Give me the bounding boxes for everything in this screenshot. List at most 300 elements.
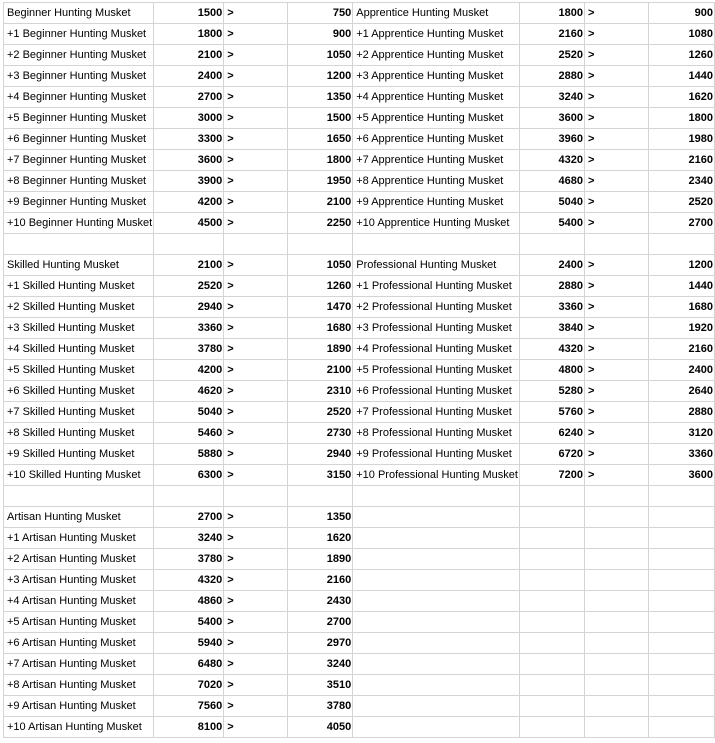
left-arrow-cell[interactable]: > [224, 696, 288, 717]
left-cost-cell[interactable]: 1500 [154, 3, 224, 24]
right-cost-cell[interactable]: 1800 [519, 3, 584, 24]
empty-cell[interactable] [584, 234, 648, 255]
empty-cell[interactable] [4, 234, 154, 255]
right-arrow-cell[interactable]: > [584, 297, 648, 318]
left-arrow-cell[interactable]: > [224, 612, 288, 633]
right-item-name-cell[interactable] [353, 528, 520, 549]
right-item-name-cell[interactable] [353, 654, 520, 675]
left-arrow-cell[interactable]: > [224, 570, 288, 591]
left-arrow-cell[interactable]: > [224, 213, 288, 234]
right-value-cell[interactable]: 2340 [648, 171, 714, 192]
left-arrow-cell[interactable]: > [224, 528, 288, 549]
left-arrow-cell[interactable]: > [224, 171, 288, 192]
left-arrow-cell[interactable]: > [224, 192, 288, 213]
right-item-name-cell[interactable] [353, 612, 520, 633]
left-item-name-cell[interactable]: +5 Skilled Hunting Musket [4, 360, 154, 381]
right-value-cell[interactable] [648, 633, 714, 654]
left-value-cell[interactable]: 1050 [288, 45, 353, 66]
right-arrow-cell[interactable]: > [584, 24, 648, 45]
left-item-name-cell[interactable]: +4 Artisan Hunting Musket [4, 591, 154, 612]
right-value-cell[interactable] [648, 507, 714, 528]
left-cost-cell[interactable]: 3300 [154, 129, 224, 150]
left-value-cell[interactable]: 1800 [288, 150, 353, 171]
right-arrow-cell[interactable]: > [584, 255, 648, 276]
table-row [4, 381, 715, 402]
left-value-cell[interactable]: 750 [288, 3, 353, 24]
right-value-cell[interactable]: 3600 [648, 465, 714, 486]
empty-cell[interactable] [353, 486, 520, 507]
empty-cell[interactable] [648, 234, 714, 255]
left-value-cell[interactable]: 2970 [288, 633, 353, 654]
empty-cell[interactable] [648, 486, 714, 507]
left-arrow-cell[interactable]: > [224, 129, 288, 150]
left-value-cell[interactable]: 4050 [288, 717, 353, 738]
left-cost-cell[interactable]: 3780 [154, 339, 224, 360]
left-value-cell[interactable]: 2940 [288, 444, 353, 465]
right-cost-cell[interactable]: 3240 [519, 87, 584, 108]
left-cost-cell[interactable]: 7020 [154, 675, 224, 696]
left-item-name-cell[interactable]: +3 Beginner Hunting Musket [4, 66, 154, 87]
left-item-name-cell[interactable]: +10 Skilled Hunting Musket [4, 465, 154, 486]
left-item-name-cell[interactable]: +1 Beginner Hunting Musket [4, 24, 154, 45]
left-arrow-cell[interactable]: > [224, 360, 288, 381]
left-arrow-cell[interactable]: > [224, 549, 288, 570]
left-cost-cell[interactable]: 4200 [154, 360, 224, 381]
right-item-name-cell[interactable]: +3 Professional Hunting Musket [353, 318, 520, 339]
right-item-name-cell[interactable] [353, 633, 520, 654]
left-cost-cell[interactable]: 5400 [154, 612, 224, 633]
left-item-name-cell[interactable]: +9 Beginner Hunting Musket [4, 192, 154, 213]
right-item-name-cell[interactable]: +6 Apprentice Hunting Musket [353, 129, 520, 150]
empty-cell[interactable] [154, 234, 224, 255]
right-cost-cell[interactable]: 3600 [519, 108, 584, 129]
right-cost-cell[interactable] [519, 549, 584, 570]
left-arrow-cell[interactable]: > [224, 318, 288, 339]
left-cost-cell[interactable]: 8100 [154, 717, 224, 738]
right-value-cell[interactable]: 1620 [648, 87, 714, 108]
empty-cell[interactable] [288, 486, 353, 507]
right-item-name-cell[interactable] [353, 591, 520, 612]
right-value-cell[interactable] [648, 612, 714, 633]
left-cost-cell[interactable]: 3000 [154, 108, 224, 129]
left-arrow-cell[interactable]: > [224, 675, 288, 696]
left-arrow-cell[interactable]: > [224, 339, 288, 360]
table-row [4, 171, 715, 192]
left-item-name-cell[interactable]: +2 Skilled Hunting Musket [4, 297, 154, 318]
right-cost-cell[interactable]: 2880 [519, 276, 584, 297]
right-arrow-cell[interactable]: > [584, 213, 648, 234]
right-arrow-cell[interactable]: > [584, 339, 648, 360]
left-item-name-cell[interactable]: +5 Artisan Hunting Musket [4, 612, 154, 633]
right-cost-cell[interactable]: 4800 [519, 360, 584, 381]
left-value-cell[interactable]: 2700 [288, 612, 353, 633]
left-value-cell[interactable]: 1350 [288, 87, 353, 108]
right-item-name-cell[interactable]: +2 Professional Hunting Musket [353, 297, 520, 318]
left-value-cell[interactable]: 1470 [288, 297, 353, 318]
right-item-name-cell[interactable]: +10 Professional Hunting Musket [353, 465, 520, 486]
right-arrow-cell[interactable] [584, 633, 648, 654]
left-item-name-cell[interactable]: +1 Skilled Hunting Musket [4, 276, 154, 297]
right-arrow-cell[interactable]: > [584, 87, 648, 108]
left-item-name-cell[interactable]: +9 Artisan Hunting Musket [4, 696, 154, 717]
right-cost-cell[interactable] [519, 633, 584, 654]
right-item-name-cell[interactable]: +9 Professional Hunting Musket [353, 444, 520, 465]
right-cost-cell[interactable] [519, 591, 584, 612]
left-arrow-cell[interactable]: > [224, 444, 288, 465]
right-arrow-cell[interactable] [584, 675, 648, 696]
left-item-name-cell[interactable]: +6 Beginner Hunting Musket [4, 129, 154, 150]
right-value-cell[interactable]: 1080 [648, 24, 714, 45]
left-item-name-cell[interactable]: Artisan Hunting Musket [4, 507, 154, 528]
left-item-name-cell[interactable]: +8 Beginner Hunting Musket [4, 171, 154, 192]
right-arrow-cell[interactable]: > [584, 360, 648, 381]
empty-cell[interactable] [224, 234, 288, 255]
left-item-name-cell[interactable]: +4 Beginner Hunting Musket [4, 87, 154, 108]
right-arrow-cell[interactable]: > [584, 276, 648, 297]
right-arrow-cell[interactable]: > [584, 45, 648, 66]
left-value-cell[interactable]: 2430 [288, 591, 353, 612]
right-value-cell[interactable] [648, 528, 714, 549]
left-arrow-cell[interactable]: > [224, 3, 288, 24]
left-cost-cell[interactable]: 5460 [154, 423, 224, 444]
right-value-cell[interactable]: 2160 [648, 339, 714, 360]
left-item-name-cell[interactable]: +2 Beginner Hunting Musket [4, 45, 154, 66]
right-arrow-cell[interactable]: > [584, 465, 648, 486]
right-value-cell[interactable]: 2520 [648, 192, 714, 213]
table-row [4, 87, 715, 108]
left-item-name-cell[interactable]: +9 Skilled Hunting Musket [4, 444, 154, 465]
right-cost-cell[interactable]: 6240 [519, 423, 584, 444]
right-item-name-cell[interactable]: +6 Professional Hunting Musket [353, 381, 520, 402]
left-cost-cell[interactable]: 3900 [154, 171, 224, 192]
right-value-cell[interactable] [648, 654, 714, 675]
right-cost-cell[interactable]: 3840 [519, 318, 584, 339]
left-item-name-cell[interactable]: +4 Skilled Hunting Musket [4, 339, 154, 360]
left-cost-cell[interactable]: 4860 [154, 591, 224, 612]
left-value-cell[interactable]: 2520 [288, 402, 353, 423]
left-value-cell[interactable]: 3510 [288, 675, 353, 696]
left-value-cell[interactable]: 2100 [288, 192, 353, 213]
left-cost-cell[interactable]: 2700 [154, 87, 224, 108]
right-value-cell[interactable] [648, 717, 714, 738]
left-value-cell[interactable]: 1350 [288, 507, 353, 528]
left-value-cell[interactable]: 1500 [288, 108, 353, 129]
left-item-name-cell[interactable]: Beginner Hunting Musket [4, 3, 154, 24]
left-value-cell[interactable]: 3150 [288, 465, 353, 486]
left-cost-cell[interactable]: 3780 [154, 549, 224, 570]
right-cost-cell[interactable] [519, 696, 584, 717]
table-row [4, 24, 715, 45]
table-row [4, 633, 715, 654]
left-value-cell[interactable]: 2100 [288, 360, 353, 381]
right-item-name-cell[interactable]: +1 Apprentice Hunting Musket [353, 24, 520, 45]
right-arrow-cell[interactable] [584, 717, 648, 738]
right-value-cell[interactable]: 1980 [648, 129, 714, 150]
right-arrow-cell[interactable] [584, 549, 648, 570]
right-value-cell[interactable]: 900 [648, 3, 714, 24]
right-value-cell[interactable]: 3120 [648, 423, 714, 444]
right-cost-cell[interactable]: 2400 [519, 255, 584, 276]
left-value-cell[interactable]: 1950 [288, 171, 353, 192]
right-value-cell[interactable] [648, 591, 714, 612]
right-value-cell[interactable]: 2880 [648, 402, 714, 423]
left-value-cell[interactable]: 1260 [288, 276, 353, 297]
right-arrow-cell[interactable]: > [584, 108, 648, 129]
left-arrow-cell[interactable]: > [224, 255, 288, 276]
right-cost-cell[interactable] [519, 654, 584, 675]
right-cost-cell[interactable] [519, 612, 584, 633]
right-item-name-cell[interactable] [353, 717, 520, 738]
left-value-cell[interactable]: 1680 [288, 318, 353, 339]
right-value-cell[interactable]: 1800 [648, 108, 714, 129]
left-item-name-cell[interactable]: +7 Artisan Hunting Musket [4, 654, 154, 675]
empty-cell[interactable] [519, 486, 584, 507]
left-item-name-cell[interactable]: +2 Artisan Hunting Musket [4, 549, 154, 570]
left-cost-cell[interactable]: 2400 [154, 66, 224, 87]
left-arrow-cell[interactable]: > [224, 465, 288, 486]
left-arrow-cell[interactable]: > [224, 66, 288, 87]
left-arrow-cell[interactable]: > [224, 108, 288, 129]
left-item-name-cell[interactable]: +7 Skilled Hunting Musket [4, 402, 154, 423]
right-value-cell[interactable]: 1680 [648, 297, 714, 318]
right-value-cell[interactable]: 1260 [648, 45, 714, 66]
left-item-name-cell[interactable]: +8 Artisan Hunting Musket [4, 675, 154, 696]
right-cost-cell[interactable]: 2160 [519, 24, 584, 45]
right-value-cell[interactable]: 2640 [648, 381, 714, 402]
right-cost-cell[interactable] [519, 528, 584, 549]
right-cost-cell[interactable]: 2520 [519, 45, 584, 66]
right-arrow-cell[interactable] [584, 696, 648, 717]
right-arrow-cell[interactable]: > [584, 423, 648, 444]
right-cost-cell[interactable]: 4320 [519, 339, 584, 360]
table-row [4, 108, 715, 129]
left-arrow-cell[interactable]: > [224, 654, 288, 675]
left-cost-cell[interactable]: 1800 [154, 24, 224, 45]
right-arrow-cell[interactable]: > [584, 3, 648, 24]
left-arrow-cell[interactable]: > [224, 591, 288, 612]
left-cost-cell[interactable]: 4620 [154, 381, 224, 402]
left-cost-cell[interactable]: 2700 [154, 507, 224, 528]
right-arrow-cell[interactable]: > [584, 150, 648, 171]
right-value-cell[interactable]: 1920 [648, 318, 714, 339]
left-value-cell[interactable]: 2250 [288, 213, 353, 234]
sheet-body [4, 3, 715, 738]
left-value-cell[interactable]: 1620 [288, 528, 353, 549]
left-value-cell[interactable]: 1050 [288, 255, 353, 276]
left-cost-cell[interactable]: 5880 [154, 444, 224, 465]
right-item-name-cell[interactable]: +9 Apprentice Hunting Musket [353, 192, 520, 213]
left-arrow-cell[interactable]: > [224, 297, 288, 318]
right-arrow-cell[interactable] [584, 507, 648, 528]
left-arrow-cell[interactable]: > [224, 381, 288, 402]
left-value-cell[interactable]: 1650 [288, 129, 353, 150]
right-item-name-cell[interactable]: +4 Professional Hunting Musket [353, 339, 520, 360]
left-arrow-cell[interactable]: > [224, 507, 288, 528]
left-cost-cell[interactable]: 3360 [154, 318, 224, 339]
right-value-cell[interactable] [648, 570, 714, 591]
left-item-name-cell[interactable]: +3 Skilled Hunting Musket [4, 318, 154, 339]
right-item-name-cell[interactable]: +4 Apprentice Hunting Musket [353, 87, 520, 108]
empty-cell[interactable] [519, 234, 584, 255]
right-item-name-cell[interactable]: +8 Professional Hunting Musket [353, 423, 520, 444]
right-cost-cell[interactable]: 6720 [519, 444, 584, 465]
right-arrow-cell[interactable]: > [584, 444, 648, 465]
left-cost-cell[interactable]: 3600 [154, 150, 224, 171]
left-item-name-cell[interactable]: +7 Beginner Hunting Musket [4, 150, 154, 171]
left-value-cell[interactable]: 3780 [288, 696, 353, 717]
right-item-name-cell[interactable]: Professional Hunting Musket [353, 255, 520, 276]
table-row [4, 360, 715, 381]
left-item-name-cell[interactable]: +1 Artisan Hunting Musket [4, 528, 154, 549]
left-item-name-cell[interactable]: +6 Skilled Hunting Musket [4, 381, 154, 402]
left-item-name-cell[interactable]: +5 Beginner Hunting Musket [4, 108, 154, 129]
right-value-cell[interactable]: 1440 [648, 276, 714, 297]
left-cost-cell[interactable]: 4200 [154, 192, 224, 213]
right-arrow-cell[interactable]: > [584, 66, 648, 87]
right-value-cell[interactable] [648, 675, 714, 696]
table-row [4, 45, 715, 66]
right-item-name-cell[interactable]: +8 Apprentice Hunting Musket [353, 171, 520, 192]
left-cost-cell[interactable]: 6480 [154, 654, 224, 675]
table-row [4, 507, 715, 528]
right-item-name-cell[interactable] [353, 675, 520, 696]
right-arrow-cell[interactable] [584, 570, 648, 591]
right-item-name-cell[interactable] [353, 507, 520, 528]
right-item-name-cell[interactable] [353, 549, 520, 570]
right-arrow-cell[interactable]: > [584, 192, 648, 213]
right-cost-cell[interactable] [519, 675, 584, 696]
left-arrow-cell[interactable]: > [224, 45, 288, 66]
left-cost-cell[interactable]: 4500 [154, 213, 224, 234]
left-item-name-cell[interactable]: +10 Beginner Hunting Musket [4, 213, 154, 234]
right-cost-cell[interactable]: 5040 [519, 192, 584, 213]
right-item-name-cell[interactable] [353, 696, 520, 717]
right-arrow-cell[interactable]: > [584, 381, 648, 402]
right-arrow-cell[interactable]: > [584, 318, 648, 339]
right-value-cell[interactable]: 2700 [648, 213, 714, 234]
left-item-name-cell[interactable]: Skilled Hunting Musket [4, 255, 154, 276]
right-arrow-cell[interactable]: > [584, 129, 648, 150]
left-cost-cell[interactable]: 2100 [154, 255, 224, 276]
right-item-name-cell[interactable]: +5 Apprentice Hunting Musket [353, 108, 520, 129]
left-cost-cell[interactable]: 2100 [154, 45, 224, 66]
left-arrow-cell[interactable]: > [224, 402, 288, 423]
empty-cell[interactable] [224, 486, 288, 507]
left-value-cell[interactable]: 1200 [288, 66, 353, 87]
left-value-cell[interactable]: 2730 [288, 423, 353, 444]
right-arrow-cell[interactable] [584, 612, 648, 633]
left-cost-cell[interactable]: 2520 [154, 276, 224, 297]
right-item-name-cell[interactable]: Apprentice Hunting Musket [353, 3, 520, 24]
left-item-name-cell[interactable]: +6 Artisan Hunting Musket [4, 633, 154, 654]
left-arrow-cell[interactable]: > [224, 717, 288, 738]
right-item-name-cell[interactable]: +7 Apprentice Hunting Musket [353, 150, 520, 171]
spacer-row [4, 486, 715, 507]
right-item-name-cell[interactable]: +10 Apprentice Hunting Musket [353, 213, 520, 234]
right-cost-cell[interactable] [519, 717, 584, 738]
right-item-name-cell[interactable]: +3 Apprentice Hunting Musket [353, 66, 520, 87]
left-cost-cell[interactable]: 6300 [154, 465, 224, 486]
left-item-name-cell[interactable]: +8 Skilled Hunting Musket [4, 423, 154, 444]
right-item-name-cell[interactable]: +1 Professional Hunting Musket [353, 276, 520, 297]
right-value-cell[interactable]: 1200 [648, 255, 714, 276]
empty-cell[interactable] [353, 234, 520, 255]
left-value-cell[interactable]: 1890 [288, 549, 353, 570]
left-value-cell[interactable]: 2160 [288, 570, 353, 591]
left-cost-cell[interactable]: 2940 [154, 297, 224, 318]
empty-cell[interactable] [154, 486, 224, 507]
right-arrow-cell[interactable]: > [584, 171, 648, 192]
empty-cell[interactable] [288, 234, 353, 255]
right-arrow-cell[interactable]: > [584, 402, 648, 423]
left-arrow-cell[interactable]: > [224, 633, 288, 654]
right-item-name-cell[interactable]: +7 Professional Hunting Musket [353, 402, 520, 423]
left-arrow-cell[interactable]: > [224, 423, 288, 444]
right-arrow-cell[interactable] [584, 591, 648, 612]
right-value-cell[interactable]: 2400 [648, 360, 714, 381]
table-row [4, 255, 715, 276]
empty-cell[interactable] [4, 486, 154, 507]
right-cost-cell[interactable] [519, 570, 584, 591]
table-row [4, 612, 715, 633]
left-arrow-cell[interactable]: > [224, 150, 288, 171]
left-item-name-cell[interactable]: +10 Artisan Hunting Musket [4, 717, 154, 738]
right-cost-cell[interactable]: 3960 [519, 129, 584, 150]
left-value-cell[interactable]: 2310 [288, 381, 353, 402]
left-cost-cell[interactable]: 5040 [154, 402, 224, 423]
right-cost-cell[interactable]: 5280 [519, 381, 584, 402]
left-cost-cell[interactable]: 3240 [154, 528, 224, 549]
empty-cell[interactable] [584, 486, 648, 507]
right-value-cell[interactable] [648, 696, 714, 717]
left-value-cell[interactable]: 1890 [288, 339, 353, 360]
left-cost-cell[interactable]: 5940 [154, 633, 224, 654]
left-arrow-cell[interactable]: > [224, 24, 288, 45]
right-item-name-cell[interactable]: +2 Apprentice Hunting Musket [353, 45, 520, 66]
right-cost-cell[interactable]: 5400 [519, 213, 584, 234]
left-value-cell[interactable]: 3240 [288, 654, 353, 675]
right-cost-cell[interactable]: 5760 [519, 402, 584, 423]
left-cost-cell[interactable]: 4320 [154, 570, 224, 591]
left-value-cell[interactable]: 900 [288, 24, 353, 45]
right-value-cell[interactable]: 1440 [648, 66, 714, 87]
left-arrow-cell[interactable]: > [224, 87, 288, 108]
right-arrow-cell[interactable] [584, 654, 648, 675]
table-row [4, 402, 715, 423]
right-cost-cell[interactable]: 4680 [519, 171, 584, 192]
right-cost-cell[interactable]: 3360 [519, 297, 584, 318]
right-cost-cell[interactable]: 4320 [519, 150, 584, 171]
left-arrow-cell[interactable]: > [224, 276, 288, 297]
right-cost-cell[interactable]: 2880 [519, 66, 584, 87]
right-item-name-cell[interactable]: +5 Professional Hunting Musket [353, 360, 520, 381]
left-cost-cell[interactable]: 7560 [154, 696, 224, 717]
left-item-name-cell[interactable]: +3 Artisan Hunting Musket [4, 570, 154, 591]
right-value-cell[interactable]: 3360 [648, 444, 714, 465]
right-cost-cell[interactable] [519, 507, 584, 528]
right-arrow-cell[interactable] [584, 528, 648, 549]
table-row [4, 549, 715, 570]
right-item-name-cell[interactable] [353, 570, 520, 591]
right-value-cell[interactable]: 2160 [648, 150, 714, 171]
table-row [4, 3, 715, 24]
table-row [4, 66, 715, 87]
table-row [4, 528, 715, 549]
table-row [4, 654, 715, 675]
right-cost-cell[interactable]: 7200 [519, 465, 584, 486]
right-value-cell[interactable] [648, 549, 714, 570]
table-row [4, 696, 715, 717]
